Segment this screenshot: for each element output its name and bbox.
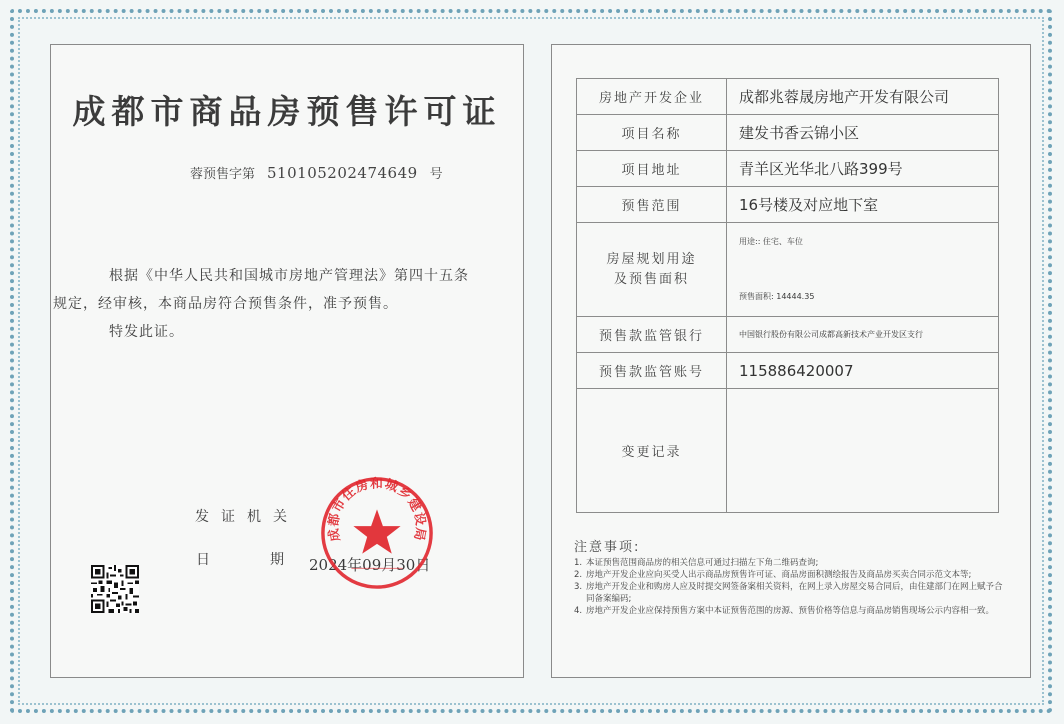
permit-number-line [190, 163, 443, 182]
issue-date: 2024年09月30日 [309, 556, 431, 574]
body-line-1: 根据《中华人民共和国城市房地产管理法》第四十五条 [109, 268, 469, 284]
usage-line: 用途:: 住宅、车位 [739, 236, 803, 246]
usage-area-value [727, 224, 998, 316]
list-item [574, 557, 1006, 569]
date-label-second: 期 [270, 552, 284, 568]
permit-number: 510105202474649 [267, 164, 418, 182]
area-line: 预售面积: 14444.35 [739, 291, 815, 301]
notes-title: 注意事项: [574, 540, 641, 555]
note-text: 房地产开发企业和购房人应及时提交网签备案相关资料，在网上录入房屋交易合同后，由住建部门在网上赋予合同备案编码; [586, 582, 1003, 604]
account-value: 115886420007 [727, 353, 999, 389]
seal-text: 成都市住房和城乡建设局 [326, 476, 428, 543]
issuer-label: 发证机关 [195, 509, 299, 525]
note-text: 本证预售范围商品房的相关信息可通过扫描左下角二维码查询; [586, 558, 819, 568]
developer-label: 房地产开发企业 [577, 79, 727, 115]
table-row [577, 115, 999, 151]
bank-value: 中国银行股份有限公司成都高新技术产业开发区支行 [727, 317, 999, 353]
change-record-value [727, 389, 999, 513]
list-item [574, 569, 1006, 581]
notes-list [574, 557, 1006, 617]
list-item [574, 605, 1006, 617]
project-address-value: 青羊区光华北八路399号 [727, 151, 999, 187]
table-row [577, 353, 999, 389]
table-row [577, 223, 999, 317]
official-seal-icon [318, 474, 436, 592]
table-row [577, 151, 999, 187]
bank-label: 预售款监管银行 [577, 317, 727, 353]
note-text: 房地产开发企业应向买受人出示商品房预售许可证、商品房面积测绘报告及商品房买卖合同示范文本等; [586, 570, 972, 580]
note-number: 4. [574, 606, 583, 616]
note-text: 房地产开发企业应保持预售方案中本证预售范围的房源、预售价格等信息与商品房销售现场公示内容相一致。 [586, 606, 995, 616]
date-label-first: 日 [196, 552, 210, 568]
note-number: 3. [574, 582, 583, 592]
note-number: 2. [574, 570, 583, 580]
usage-area-cell [727, 223, 999, 317]
note-number: 1. [574, 558, 583, 568]
table-row [577, 187, 999, 223]
project-name-label: 项目名称 [577, 115, 727, 151]
project-address-label: 项目地址 [577, 151, 727, 187]
usage-area-label: 房屋规划用途 及预售面积 [577, 223, 727, 317]
change-record-label: 变更记录 [577, 389, 727, 513]
certificate-title: 成都市商品房预售许可证 [72, 92, 502, 131]
body-line-2: 规定，经审核，本商品房符合预售条件，准予预售。 [53, 296, 398, 312]
presale-scope-label: 预售范围 [577, 187, 727, 223]
table-row [577, 317, 999, 353]
developer-value: 成都兆蓉晟房地产开发有限公司 [727, 79, 999, 115]
body-line-3: 特发此证。 [109, 324, 184, 340]
permit-prefix: 蓉预售字第 [190, 167, 256, 182]
permit-suffix: 号 [429, 167, 443, 182]
account-label: 预售款监管账号 [577, 353, 727, 389]
project-name-value: 建发书香云锦小区 [727, 115, 999, 151]
certificate-body [53, 262, 505, 346]
qr-code-icon[interactable] [91, 565, 139, 613]
project-details-table [576, 78, 999, 513]
table-row [577, 79, 999, 115]
presale-scope-value: 16号楼及对应地下室 [727, 187, 999, 223]
list-item [574, 581, 1006, 605]
table-row [577, 389, 999, 513]
